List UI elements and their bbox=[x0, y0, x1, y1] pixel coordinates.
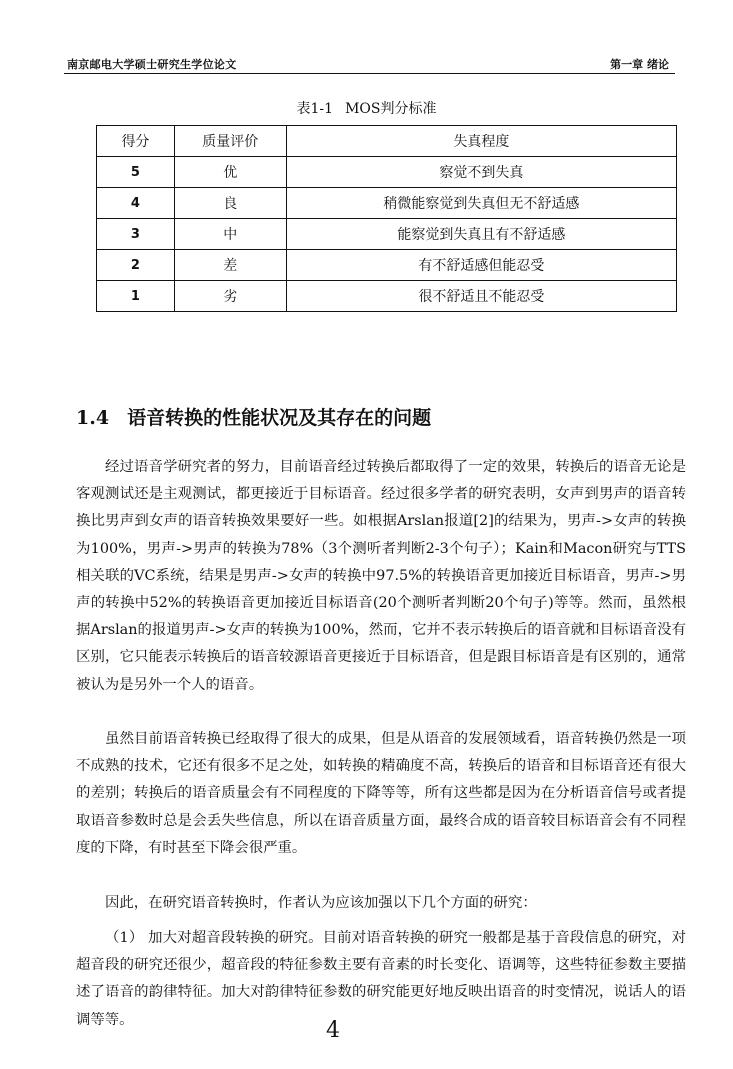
table-caption-number: 表1-1 bbox=[296, 101, 334, 117]
score-cell: 2 bbox=[97, 250, 175, 281]
table-row bbox=[97, 219, 677, 250]
distortion-cell: 很不舒适且不能忍受 bbox=[286, 281, 676, 312]
quality-cell: 良 bbox=[174, 188, 286, 219]
mos-table bbox=[96, 125, 677, 312]
distortion-cell: 稍微能察觉到失真但无不舒适感 bbox=[286, 188, 676, 219]
distortion-cell: 能察觉到失真且有不舒适感 bbox=[286, 219, 676, 250]
quality-cell: 中 bbox=[174, 219, 286, 250]
quality-cell: 差 bbox=[174, 250, 286, 281]
score-cell: 1 bbox=[97, 281, 175, 312]
paragraph-item-1: （1） 加大对超音段转换的研究。目前对语音转换的研究一般都是基于音段信息的研究，对超音段的研究还很少，超音段的特征参数主要有音素的时长变化、语调等，这些特征参数主要描述了语音的韵律特征。加大对韵律特征参数的研究能更好地反映出语音的时变情况，说话人的语调等等。 bbox=[76, 930, 686, 1028]
distortion-cell: 察觉不到失真 bbox=[286, 157, 676, 188]
distortion-cell: 有不舒适感但能忍受 bbox=[286, 250, 676, 281]
page-number: 4 bbox=[326, 1018, 340, 1043]
section-title: 语音转换的性能状况及其存在的问题 bbox=[127, 407, 432, 429]
table-row bbox=[97, 157, 677, 188]
table-caption bbox=[0, 98, 733, 118]
running-header-chapter: 第一章 绪论 bbox=[610, 58, 669, 71]
score-cell: 3 bbox=[97, 219, 175, 250]
header-rule bbox=[64, 73, 675, 74]
score-cell: 4 bbox=[97, 188, 175, 219]
table-row bbox=[97, 250, 677, 281]
table-row bbox=[97, 188, 677, 219]
quality-cell: 劣 bbox=[174, 281, 286, 312]
header-quality: 质量评价 bbox=[174, 126, 286, 157]
paragraph-therefore: 因此，在研究语音转换时，作者认为应该加强以下几个方面的研究： bbox=[105, 895, 537, 911]
table-caption-title: MOS判分标准 bbox=[345, 101, 437, 117]
quality-cell: 优 bbox=[174, 157, 286, 188]
score-cell: 5 bbox=[97, 157, 175, 188]
table-header-row bbox=[97, 126, 677, 157]
section-number: 1.4 bbox=[76, 407, 110, 429]
paragraph-performance: 经过语音学研究者的努力，目前语音经过转换后都取得了一定的效果，转换后的语音无论是客观测试还是主观测试，都更接近于目标语音。经过很多学者的研究表明，女声到男声的语音转换比男声到女声的语音转换效果要好一些。如根据Arslan报道[2]的结果为，男声->女声的转换为100%，男声->男声的转换为78%（3个测听者判断2-3个句子）；Kain和Macon研究与TTS相关联的VC系统，结果是男声->女声的转换中97.5%的转换语音更加接近目标语音，男声->男声的转换中52%的转换语音更加接近目标语音(20个测听者判断20个句子)等等。然而，虽然根据Arslan的报道男声->女声的转换为100%，然而，它并不表示转换后的语音就和目标语音没有区别，它只能表示转换后的语音较源语音更接近于目标语音，但是跟目标语音是有区别的，通常被认为是另外一个人的语音。 bbox=[76, 459, 686, 693]
running-header-title: 南京邮电大学硕士研究生学位论文 bbox=[67, 58, 237, 71]
section-heading bbox=[76, 403, 431, 430]
header-score: 得分 bbox=[97, 126, 175, 157]
header-distortion: 失真程度 bbox=[286, 126, 676, 157]
paragraph-limitations: 虽然目前语音转换已经取得了很大的成果，但是从语音的发展领域看，语音转换仍然是一项不成熟的技术，它还有很多不足之处，如转换的精确度不高，转换后的语音和目标语音还有很大的差别；转换后的语音质量会有不同程度的下降等等，所有这些都是因为在分析语音信号或者提取语音参数时总是会丢失些信息，所以在语音质量方面，最终合成的语音较目标语音会有不同程度的下降，有时甚至下降会很严重。 bbox=[76, 731, 686, 856]
table-row bbox=[97, 281, 677, 312]
